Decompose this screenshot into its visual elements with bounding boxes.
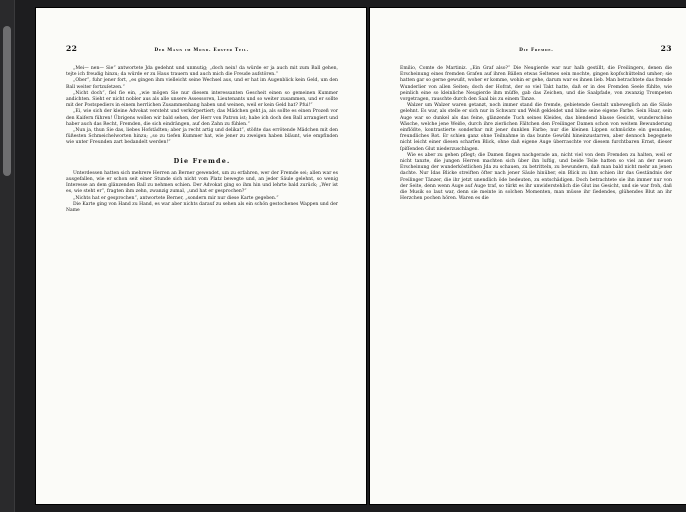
paragraph: Die Karte ging von Hand zu Hand, es war aber nichts darauf zu sehen als ein schön gestochenes Wappen und der Name [66,201,338,214]
running-head-title-right: Die Fremde. [519,48,554,53]
vertical-scrollbar[interactable] [0,0,15,512]
paragraph: „Ei, wie sich der kleine Advokat versteht und verkörpertiert; das Mädchen geht ja, als sollte es einen Prozeß vor den Kaifern führen! Übrigens wollen wir bald sehen, der Herr von Patron ist; habe ich doch den Ball arrangiert und haber auch das Recht, Fremden, die sich eindrängen, auf den Zahn zu fühlen.“ [66,109,338,127]
paragraph: Walzer um Walzer waren getanzt, noch immer stand die fremde, gebietende Gestalt unbeweglich an die Säule gelehnt. Es war, als stelle er sich nur in Schwarz und Weiß gekleidet und bilne seine eigene Farbe. Sein Haar, sein Auge war so dunkel als das feine, glänzende Tuch seines Kleides, das blendend blasse Gesicht, wunderschöne Wäsche, welche jene Weiße, durch ihre zierlichen Fältchen den Freilinger Damen schon von weitem Bewunderung einflößte, kontrastierte sonderbar mit jener dunklen Farbe; nur die kleinen Lippen schmückte ein gesundes, freundliches Rot. Er schien ganz ohne Teilnahme in das bunte Gewühl hineinzustarren, aber dennoch begegnete nicht leicht einer diesen scharfen Blick, ohne daß eigene Auge überraschte vor diesem furchtbaren Ernst, dieser ſpiſſenden Glut niederzuschlagen. [400,103,672,152]
scrollbar-thumb[interactable] [3,26,11,176]
paragraph: „Nun ja, thun Sie das, liebes Hofstädten; aber ja recht artig und delikat“, stößte das errötende Mädchen mit den füßesten Schmeichelworten hinzu; „so zu tiefen Kummer hat, wie jener zu zweigen haben bläunt, wie empfinden wie unter Freunden zart bedandelt werden!“ [66,128,338,146]
running-head-left [66,44,338,52]
running-head-right [400,44,672,52]
page-right [370,8,686,504]
paragraph: „Ober“, fuhr jener fort, „es gingen ihm vielleicht seine Wechsel aus, und er hat im Augenblick kein Geld, um den Ball weiter fortzuſetzen.“ [66,78,338,90]
paragraph: Unterdessen hatten sich mehrere Herren an Berner gewendet, um zu erfahren, wer der Fremde sei; allen war es ausgefallen, wie er schon seit einer Stunde sich nicht vom Platz bewegte und, an jeder Säule gelehnt, so wenig Interesse an dem glänzenden Ball zu nehmen schien. Der Advokat ging so ihm hin und lehrte bald zurück; „Wer ist es, wie steht er“, fragten ihm zehn, zwanzig zumal, „und hat er gesprochen?“ [66,170,338,195]
section-title: Die Fremde. [173,156,231,165]
body-text-left [66,66,338,214]
page-left [36,8,366,504]
running-head-title-left: Der Mann im Mond. Erster Teil. [154,48,249,53]
page-number-left: 22 [66,44,78,53]
paragraph: Wie es aber zu gehen pflegt; die Damen fingen nachgerade an, nicht viel von dem Fremden zu halten, weil er nicht tanzte, die jungen Herren machten sich über ihn luſtig, und beide Teile hatten so viel an der neuen Erscheinung der wunderköstlichen Jda zu schauen, zu betritteln, zu bewundern, daß man bald nicht mehr an jenen dachte. Nur Idas Blicke streiften öfter nach jener Säule hinüber, ein Blick zu ihm schien ihr das Geständnis der Freilinger Tänzer, die ihr jetzt unendlich öde bedeuten, zu entschädigen. Doch betrachtete sie ihn immer nur von der Seite, denn wenn Auge auf Auge traf, so türkt es ihr unwiderstehlich die Glut ins Gesicht, und sie war froh, daß die Musik so laut war, denn sie meinte in solchen Momenten, man müsse ihr ſiedendes, glühendes Blut an ihr Herzchen pochen hören. Waren es die [400,152,672,202]
paragraph: „Nicht doch“, fiel fie ein, „wie mögen Sie nur diesem interessanten Gescheit einen so gemeinen Kummer andichten. Sieht er nicht nobler aus als alle unsere Assessoren, Lieutenants und so weiter zusammen, und er sollte mit der Postspediers in einem herrlichen Zusammenhang haben und weinen, weil er kein Geld hat? Pfui!“ [66,90,338,109]
paragraph: „Nichts hat er gesprochen“, antwortete Berner, „sondern mir nur diese Karte gegeben.“ [73,195,279,201]
body-text-right [400,66,672,202]
page-number-right: 23 [660,44,672,53]
page-container [14,0,686,512]
paragraph: Emilio, Comte de Martiniz. „Ein Graf also?“ Die Neugierde war nur halb gestillt, die Freilingers, denen die Erscheinung eines fremden Grafen auf ihren Bällen etwas Seltenes sein mochte, gingen kopfschüttelnd umher; sie hatten gar so gerne gewußt, woher er komme, wohin er gehe, darum war es ihnen lieb. Man betrachtete das fremde Wunderlier von allen Seiten; doch der Hofrat, der so viel Takt hatte, daß er in des Fremden Seele fühlte, wie peinlich eine so kleinliche Neugierde ihm müffe, gab das Zeichen, und die Saalpfade, von zwanzig Trompeten vorgetragen, rauschte durch den Saal bis zu einem Tanze. [400,66,672,103]
paragraph: „Mei— nen— Sie“ antwortete Jda gedehnt und unmutig; „doch nein! da würde er ja auch mit zum Ball gehen, tejte ich freudig hinzu; da würde er zu Haus trauern und auch mich die Freude aufstören.“ [66,66,338,78]
